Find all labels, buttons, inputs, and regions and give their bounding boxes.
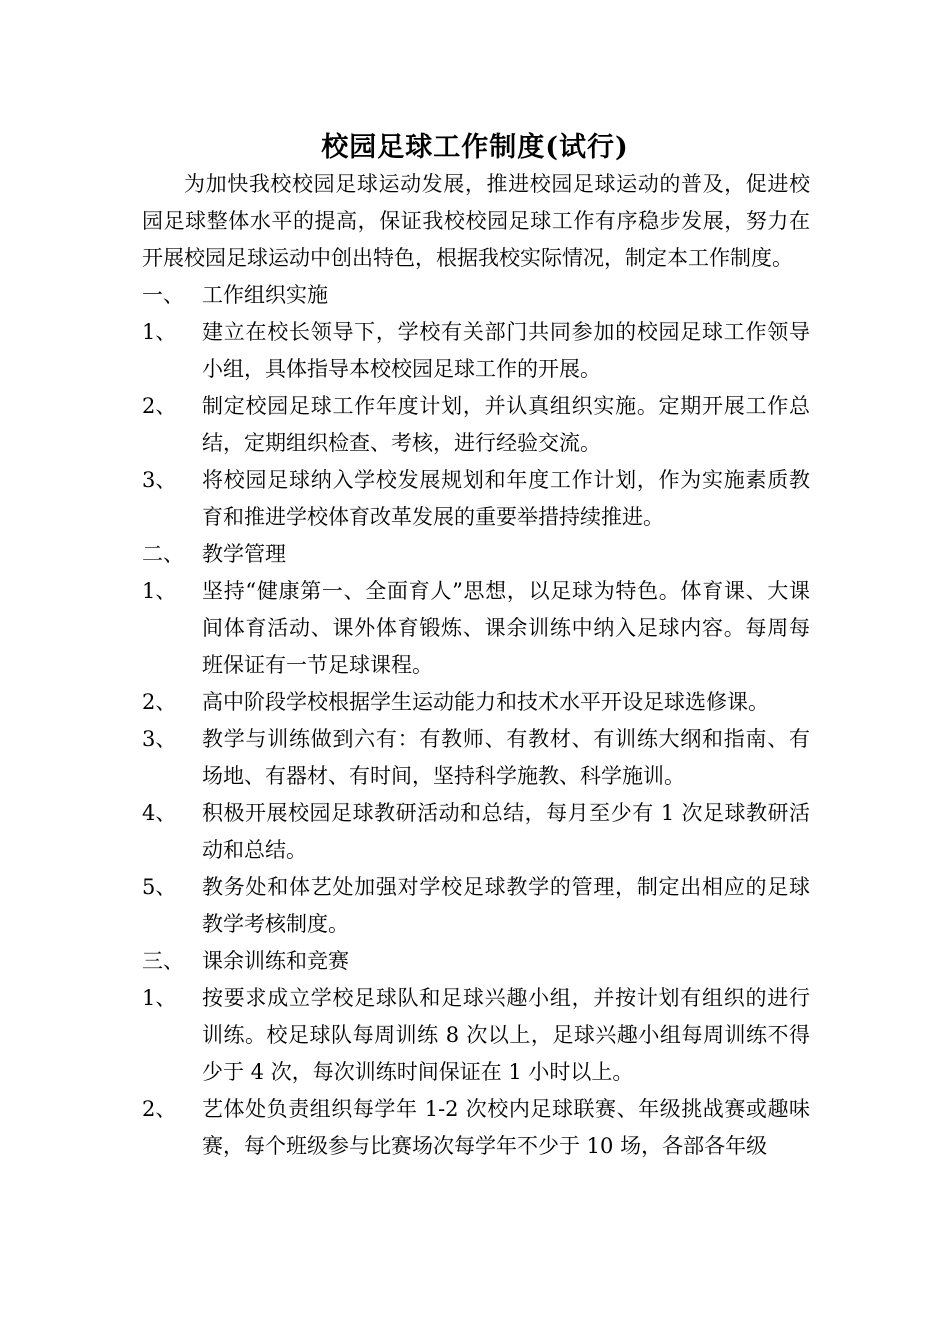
item-number: 1、 xyxy=(142,986,177,1010)
item-text: 坚持“健康第一、全面育人”思想，以足球为特色。体育课、大课间体育活动、课外体育锻炼、课余训练中纳入足球内容。每周每班保证有一节足球课程。 xyxy=(202,579,810,677)
list-item xyxy=(142,980,810,1091)
item-text: 将校园足球纳入学校发展规划和年度工作计划，作为实施素质教育和推进学校体育改革发展的重要举措持续推进。 xyxy=(202,468,810,529)
list-item xyxy=(142,1091,810,1165)
section-number: 三、 xyxy=(142,949,184,973)
section-number: 一、 xyxy=(142,283,184,307)
intro-paragraph: 为加快我校校园足球运动发展，推进校园足球运动的普及，促进校园足球整体水平的提高，保证我校校园足球工作有序稳步发展，努力在开展校园足球运动中创出特色，根据我校实际情况，制定本工作制度。 xyxy=(142,172,810,270)
item-text: 积极开展校园足球教研活动和总结，每月至少有 1 次足球教研活动和总结。 xyxy=(202,801,810,862)
item-number: 3、 xyxy=(142,468,177,492)
item-text: 建立在校长领导下，学校有关部门共同参加的校园足球工作领导小组，具体指导本校校园足球工作的开展。 xyxy=(202,320,810,381)
item-text: 教务处和体艺处加强对学校足球教学的管理，制定出相应的足球教学考核制度。 xyxy=(202,875,810,936)
document-body xyxy=(142,166,810,1165)
section-title: 工作组织实施 xyxy=(202,283,328,307)
item-number: 1、 xyxy=(142,579,177,603)
section-title: 教学管理 xyxy=(202,542,286,566)
item-number: 3、 xyxy=(142,727,177,751)
section-number: 二、 xyxy=(142,542,184,566)
list-item xyxy=(142,795,810,869)
item-text: 制定校园足球工作年度计划，并认真组织实施。定期开展工作总结，定期组织检查、考核，进行经验交流。 xyxy=(202,394,810,455)
item-number: 1、 xyxy=(142,320,177,344)
section-heading-1 xyxy=(142,277,810,314)
document-title: 校园足球工作制度(试行) xyxy=(321,132,629,163)
list-item xyxy=(142,388,810,462)
item-number: 2、 xyxy=(142,690,177,714)
item-number: 4、 xyxy=(142,801,177,825)
section-heading-2 xyxy=(142,536,810,573)
item-number: 2、 xyxy=(142,394,177,418)
list-item xyxy=(142,684,810,721)
item-text: 教学与训练做到六有：有教师、有教材、有训练大纲和指南、有场地、有器材、有时间，坚持科学施教、科学施训。 xyxy=(202,727,810,788)
item-number: 5、 xyxy=(142,875,177,899)
section-title: 课余训练和竞赛 xyxy=(202,949,349,973)
item-text: 艺体处负责组织每学年 1-2 次校内足球联赛、年级挑战赛或趣味赛，每个班级参与比赛场次每学年不少于 10 场，各部各年级 xyxy=(202,1097,810,1158)
item-text: 按要求成立学校足球队和足球兴趣小组，并按计划有组织的进行训练。校足球队每周训练 8 次以上，足球兴趣小组每周训练不得少于 4 次，每次训练时间保证在 1 小时以上。 xyxy=(202,986,810,1084)
list-item xyxy=(142,462,810,536)
section-heading-3 xyxy=(142,943,810,980)
list-item xyxy=(142,721,810,795)
item-text: 高中阶段学校根据学生运动能力和技术水平开设足球选修课。 xyxy=(202,690,769,714)
list-item xyxy=(142,314,810,388)
list-item xyxy=(142,573,810,684)
item-number: 2、 xyxy=(142,1097,177,1121)
list-item xyxy=(142,869,810,943)
